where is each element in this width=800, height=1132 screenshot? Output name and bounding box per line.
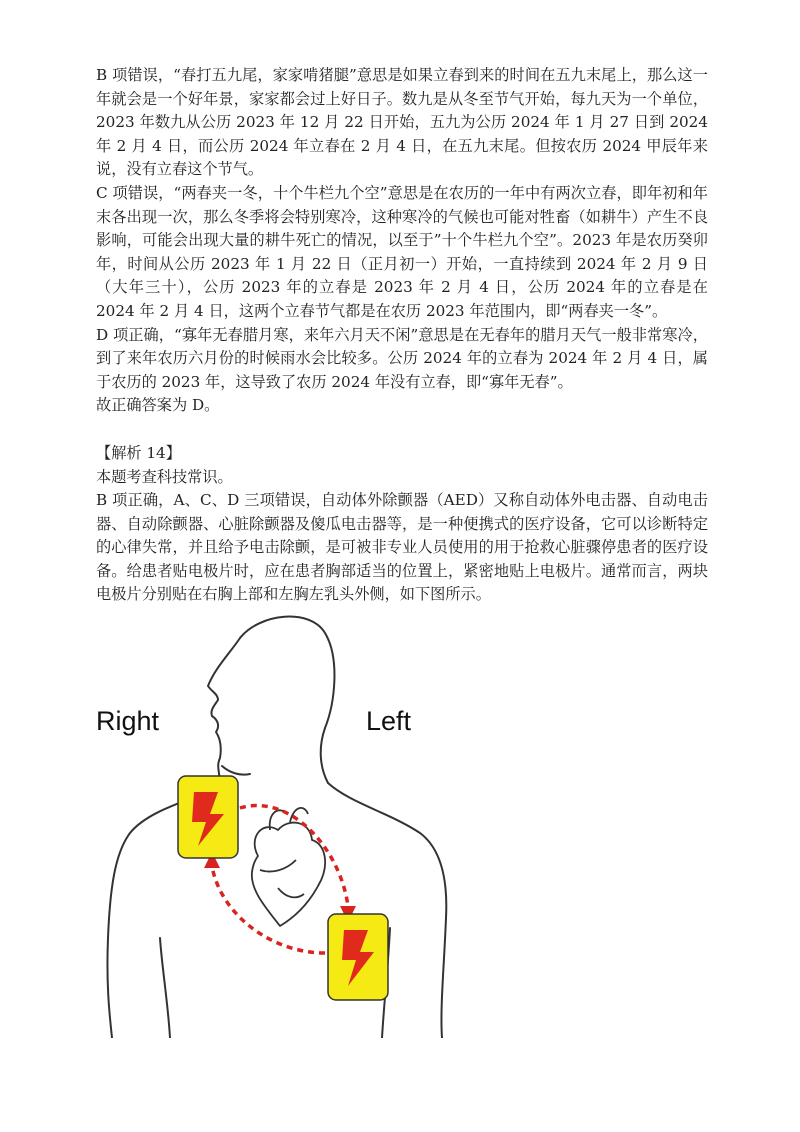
aed-electrode-figure bbox=[90, 608, 470, 1038]
electrode-pad-left bbox=[328, 914, 388, 1000]
section-paragraph-topic: 本题考查科技常识。 bbox=[96, 467, 233, 486]
label-left: Left bbox=[366, 706, 412, 736]
paragraph-option-c: C 项错误，“两春夹一冬，十个牛栏九个空”意思是在农历的一年中有两次立春，即年初和年末各出现一次，那么冬季将会特别寒冷，这种寒冷的气候也可能对牲畜（如耕牛）产生不良影响，可能会出现大量的耕牛死亡的情况，以至于”十个牛栏九个空”。2023 年是农历癸卯年，时间从公历 2023 年 1 月 22 日（正月初一）开始，一直持续到 2024 年 2 月 9 日（大年三十），公历 2023 年的立春是 2023 年 2 月 4 日，公历 2024 年的立春是在 2024 年 2 月 4 日，这两个立春节气都是在农历 2023 年范围内，即“两春夹一冬”。 bbox=[96, 183, 708, 320]
aed-diagram-svg bbox=[90, 608, 470, 1038]
label-right: Right bbox=[96, 706, 160, 736]
torso-outline bbox=[107, 617, 446, 1038]
heart-icon bbox=[252, 808, 325, 926]
paragraph-option-d: D 项正确，“寡年无春腊月寒，来年六月天不闲”意思是在无春年的腊月天气一般非常寒冷，到了来年农历六月份的时候雨水会比较多。公历 2024 年的立春为 2024 年 2 月 4 日，属于农历的 2023 年，这导致了农历 2024 年没有立春，即“寡年无春”。 bbox=[96, 325, 708, 391]
document-page bbox=[96, 64, 708, 607]
electrode-pad-right bbox=[178, 776, 238, 858]
section-title: 【解析 14】 bbox=[96, 443, 181, 462]
section-paragraph-aed: B 项正确，A、C、D 三项错误，自动体外除颤器（AED）又称自动体外电击器、自动电击器、自动除颤器、心脏除颤器及傻瓜电击器等，是一种便携式的医疗设备，它可以诊断特定的心律失常，并且给予电击除颤，是可被非专业人员使用的用于抢救心脏骤停患者的医疗设备。给患者贴电极片时，应在患者胸部适当的位置上，紧密地贴上电极片。通常而言，两块电极片分别贴在右胸上部和左胸左乳头外侧，如下图所示。 bbox=[96, 491, 708, 604]
paragraph-option-b: B 项错误，“春打五九尾，家家啃猪腿”意思是如果立春到来的时间在五九末尾上，那么这一年就会是一个好年景，家家都会过上好日子。数九是从冬至节气开始，每九天为一个单位，2023 年数九从公历 2023 年 12 月 22 日开始，五九为公历 2024 年 1 月 27 日到 2024 年 2 月 4 日，而公历 2024 年立春在 2 月 4 日，在五九末尾。但按农历 2024 甲辰年来说，没有立春这个节气。 bbox=[96, 66, 708, 179]
paragraph-answer: 故正确答案为 D。 bbox=[96, 396, 220, 415]
